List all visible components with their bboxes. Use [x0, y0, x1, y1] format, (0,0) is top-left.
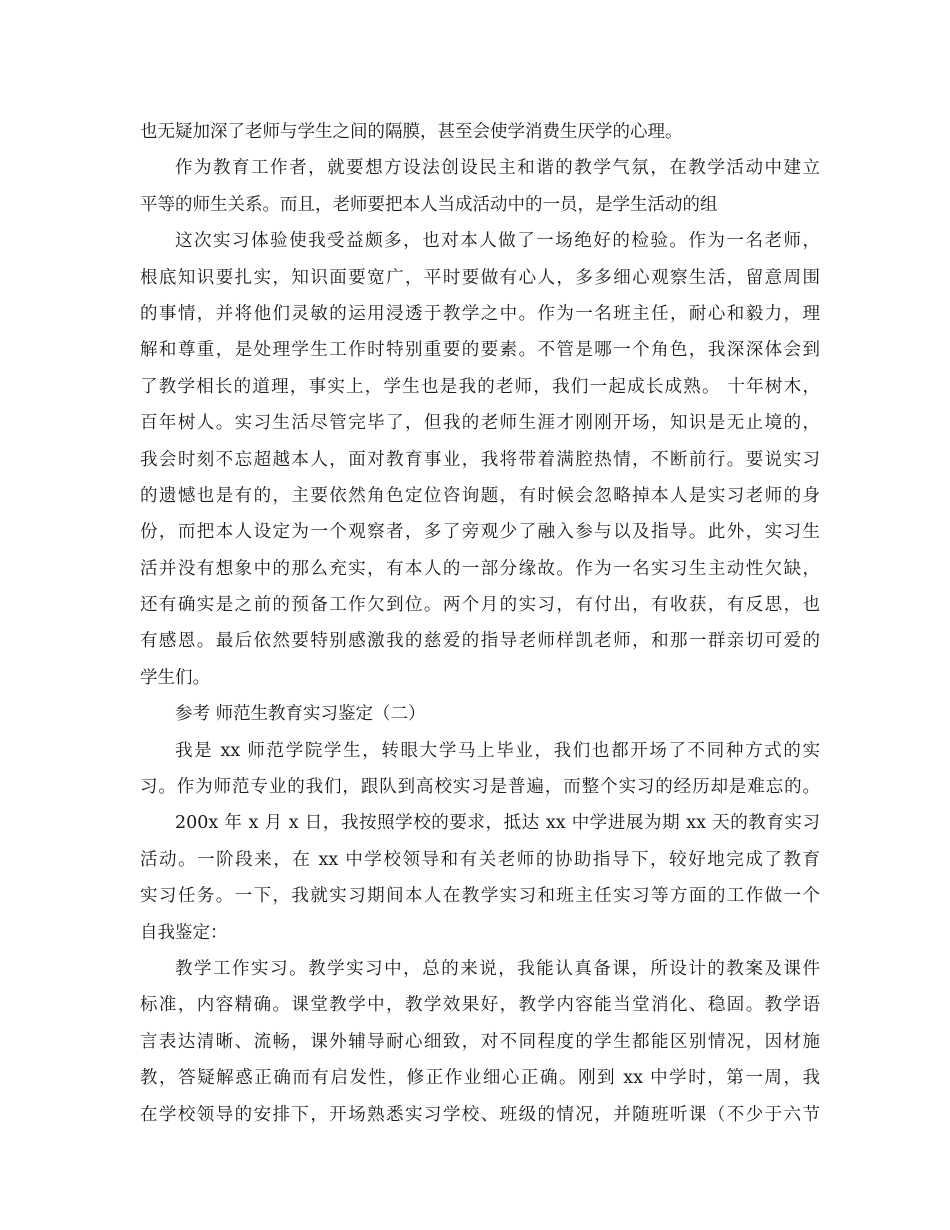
text-line: 活动。一阶段来，在 xx 中学校领导和有关老师的协助指导下，较好地完成了教育 — [140, 849, 820, 870]
paragraph-first-line: 参考 师范生教育实习鉴定（二） — [175, 704, 426, 725]
text-line: 有感恩。最后依然要特别感激我的慈爱的指导老师样凯老师，和那一群亲切可爱的 — [140, 631, 820, 652]
text-line: 了教学相长的道理，事实上，学生也是我的老师，我们一起成长成熟。 十年树木， — [140, 376, 820, 397]
text-line: 言表达清晰、流畅，课外辅导耐心细致，对不同程度的学生都能区别情况，因材施 — [140, 1031, 820, 1052]
text-line: 根底知识要扎实，知识面要宽广，平时要做有心人，多多细心观察生活，留意周围 — [140, 267, 820, 288]
text-line: 还有确实是之前的预备工作欠到位。两个月的实习，有付出，有收获，有反思，也 — [140, 595, 820, 616]
text-line: 我会时刻不忘超越本人，面对教育事业，我将带着满腔热情，不断前行。要说实习 — [140, 449, 820, 470]
paragraph-first-line: 作为教育工作者，就要想方设法创设民主和谐的教学气氛，在教学活动中建立 — [175, 158, 820, 179]
text-line: 活并没有想象中的那么充实，有本人的一部分缘故。作为一名实习生主动性欠缺， — [140, 558, 820, 579]
text-line: 百年树人。实习生活尽管完毕了，但我的老师生涯才刚刚开场，知识是无止境的， — [140, 413, 820, 434]
text-line: 标准，内容精确。课堂教学中，教学效果好，教学内容能当堂消化、稳固。教学语 — [140, 995, 820, 1016]
text-line: 自我鉴定： — [140, 922, 228, 943]
text-line: 平等的师生关系。而且，老师要把本人当成活动中的一员，是学生活动的组 — [140, 194, 718, 215]
text-line: 解和尊重，是处理学生工作时特别重要的要素。不管是哪一个角色，我深深体会到 — [140, 340, 820, 361]
text-line: 教，答疑解惑正确而有启发性，修正作业细心正确。刚到 xx 中学时，第一周，我 — [140, 1068, 820, 1089]
text-line: 实习任务。一下，我就实习期间本人在教学实习和班主任实习等方面的工作做一个 — [140, 886, 820, 907]
text-line: 也无疑加深了老师与学生之间的隔膜，甚至会使学消费生厌学的心理。 — [140, 122, 683, 142]
text-line: 的遗憾也是有的，主要依然角色定位咨询题，有时候会忽略掉本人是实习老师的身 — [140, 485, 820, 506]
document-body — [140, 114, 820, 1133]
text-line: 学生们。 — [140, 667, 210, 688]
paragraph-first-line: 200x 年 x 月 x 日，我按照学校的要求，抵达 xx 中学进展为期 xx 天的教育实习 — [175, 813, 820, 834]
text-line: 习。作为师范专业的我们，跟队到高校实习是普遍，而整个实习的经历却是难忘的。 — [140, 777, 820, 798]
text-line: 在学校领导的安排下，开场熟悉实习学校、班级的情况，并随班听课（不少于六节 — [140, 1104, 820, 1125]
text-line: 的事情，并将他们灵敏的运用浸透于教学之中。作为一名班主任，耐心和毅力，理 — [140, 303, 820, 324]
text-line: 份，而把本人设定为一个观察者，多了旁观少了融入参与以及指导。此外，实习生 — [140, 522, 820, 543]
paragraph-first-line: 我是 xx 师范学院学生，转眼大学马上毕业，我们也都开场了不同种方式的实 — [175, 740, 820, 761]
paragraph-first-line: 教学工作实习。教学实习中，总的来说，我能认真备课，所设计的教案及课件 — [175, 958, 820, 979]
paragraph-first-line: 这次实习体验使我受益颇多，也对本人做了一场绝好的检验。作为一名老师， — [175, 231, 820, 252]
